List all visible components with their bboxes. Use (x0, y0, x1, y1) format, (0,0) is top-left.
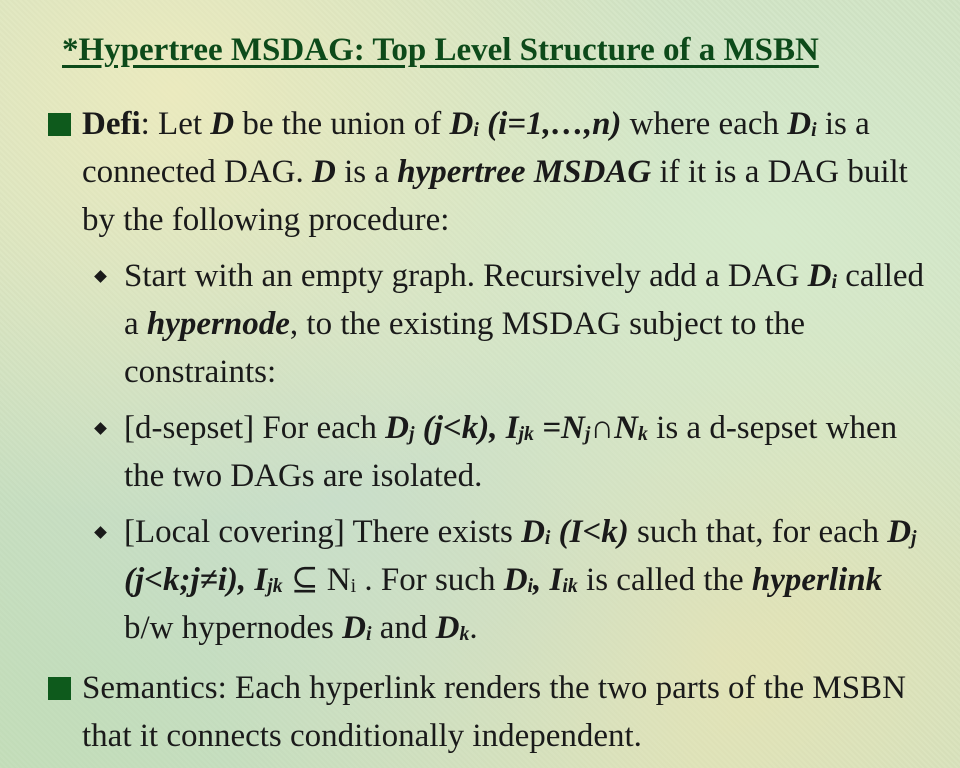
procedure-bullet: Start with an empty graph. Recursively add a DAG $D_i$ called a hypernode, to the existing MSDAG subject to the constraints: (124, 252, 928, 396)
local-covering-bullet: [Local covering] There exists $D_i$ (I<k) such that, for each $D_j$ (j<k;j≠i), $I_{jk}$ ⊆ $N_i$ . For such $D_i$, $I_{ik}$ is called the hyperlink b/w hypernodes $D_i$ and $D_k$. (124, 508, 928, 652)
square-bullet-icon (48, 113, 71, 136)
hyperlink-term: hyperlink (751, 562, 883, 598)
semantics-text: Semantics: Each hyperlink renders the two parts of the MSBN that it connects conditionally independent. (82, 670, 906, 754)
hypertree-msdag-term: hypertree MSDAG (397, 154, 652, 190)
diamond-bullet-icon (94, 526, 107, 539)
intersection-symbol: ∩ (590, 410, 615, 446)
diamond-bullet-icon (94, 422, 107, 435)
definition-item: Defi: Let D be the union of $D_i$ (i=1,…,n) where each $D_i$ is a connected DAG. D is a hypertree MSDAG if it is a DAG built by the following procedure: (48, 100, 928, 244)
slide-content (48, 100, 928, 760)
hypernode-term: hypernode (146, 306, 290, 342)
square-bullet-icon (48, 677, 71, 700)
d-sepset-bullet: [d-sepset] For each $D_j$ (j<k), $I_{jk}$ $=N_j\cap N_k$ is a d-sepset when the two DAGs are isolated. (124, 404, 928, 500)
semantics-item (48, 664, 928, 760)
diamond-bullet-icon (94, 270, 107, 283)
defi-label: Defi (82, 106, 141, 142)
slide-title: *Hypertree MSDAG: Top Level Structure of a MSBN (62, 32, 819, 68)
